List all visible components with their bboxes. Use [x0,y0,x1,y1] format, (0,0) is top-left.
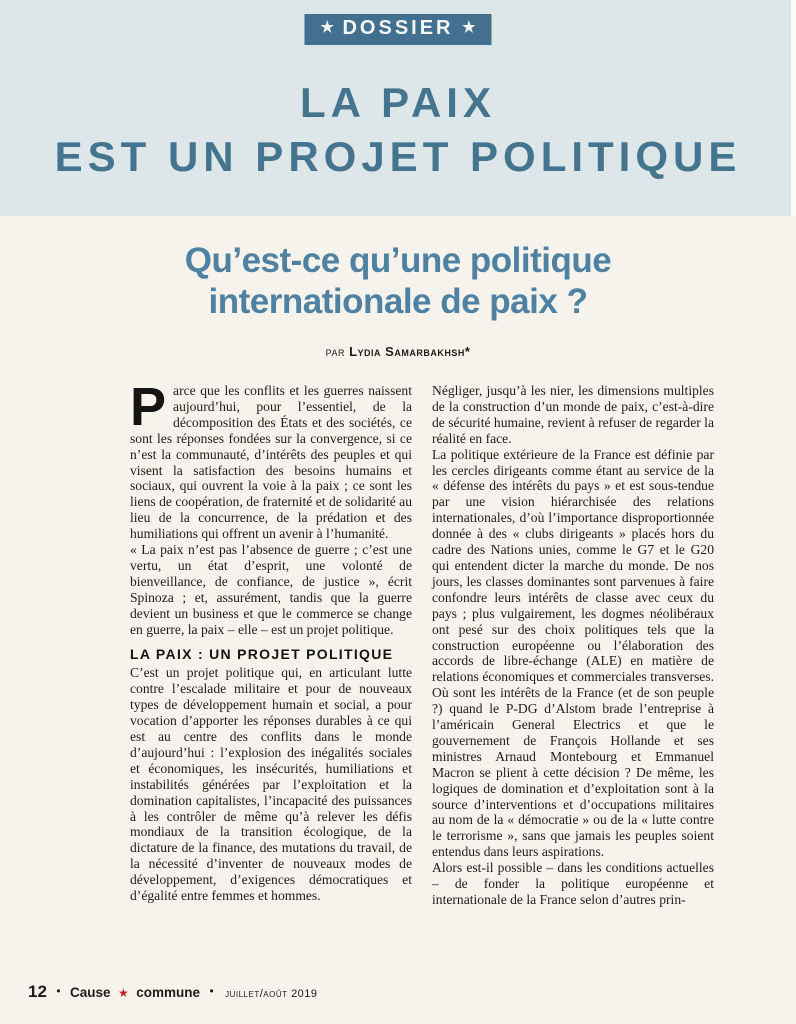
paragraph: C’est un projet politique qui, en articulant lutte contre l’escalade militaire et pour de nouveaux types de développement humain et social, a pour vocation d’apporter les réponses durables à ce qui est au centre des conflits dans le monde d’aujourd’hui : l’explosion des inégalités sociales et économiques, les insécurités, humiliations et instabilités générées par l’exploitation et la domination capitalistes, l’incapacité des puissances à les contrôler de même qu’à relever les défis mondiaux de la transition écologique, de la dictature de la finance, des mutations du travail, de la nécessité d’inventer de nouveaux modes de développement, d’exigences démocratiques et d’égalité entre femmes et hommes. [130,665,412,904]
banner-label: DOSSIER [342,17,454,39]
dossier-banner [304,14,491,45]
byline [0,344,796,359]
article-title-line2: EST UN PROJET POLITIQUE [54,133,742,180]
byline-prefix: par [325,344,345,359]
footer-separator: • [56,984,61,998]
article-body [130,377,714,908]
star-icon: ★ [462,19,476,36]
article-title-line1: LA PAIX [299,79,496,126]
drop-cap: P [130,377,167,437]
star-icon: ★ [320,19,334,36]
footer-separator: • [209,984,214,998]
paragraph: Négliger, jusqu’à les nier, les dimensions multiples de la construction d’un monde de paix, c’est-à-dire de sécurité humaine, revient à refuser de regarder la réalité en face. [432,383,714,446]
left-column [130,377,412,908]
paragraph: « La paix n’est pas l’absence de guerre ; c’est une vertu, un état d’esprit, une volonté de bienveillance, de confiance, de justice », écrit Spinoza ; et, assurément, tandis que la guerre devient un business et que le commerce se change en guerre, la paix – elle – est un projet politique. [130,542,412,637]
page-number: 12 [28,982,47,1001]
issue-date: juillet/août 2019 [225,988,318,1000]
paragraph: La politique extérieure de la France est définie par les cercles dirigeants comme étant au service de la « défense des intérêts du pays » et est sous-tendue par une vision hiérarchisée des relations internationales, d’où l’importance disproportionnée donnée à des « clubs dirigeants » placés hors du cadre des Nations unies, comme le G7 et le G20 qui entendent dicter la marche du monde. De nos jours, les classes dominantes sont parvenues à faire confondre leurs intérêts de classe avec ceux du pays ; plus vulgairement, les dogmes néolibéraux ont pesé sur des choix politiques tels que la construction européenne ou l’élaboration des accords de libre-échange (ALE) en matière de relations économiques et commerciales transverses. Où sont les intérêts de la France (et de son peuple ?) quand le P-DG d’Alstom brade l’entreprise à l’américain General Electrics et que le gouvernement de François Hollande et ses ministres Arnaud Montebourg et Emmanuel Macron se plient à cette décision ? De même, les logiques de domination et d’exploitation sont à la source d’interventions et d’occupations militaires au nom de la « démocratie » ou de la « lutte contre le terrorisme », sans que jamais les peuples soient entendus dans leurs aspirations. [432,446,714,860]
paragraph-text: arce que les conflits et les guerres naissent aujourd’hui, pour l’essentiel, de la décomposition des États et des sociétés, ce sont les réponses fondées sur la convergence, si ce n’est la communauté, d’intérêts des peuples et qui visent la satisfaction des besoins humains et sociaux, qui ouvrent la voie à la paix ; ce sont les liens de coopération, de fraternité et de solidarité au lieu de la concurrence, de la prédation et des humiliations qui offrent un avenir à l’humanité. [130,383,412,542]
magazine-name-part1: Cause [70,985,111,1000]
magazine-name-part2: commune [136,985,200,1000]
paragraph: Alors est-il possible – dans les conditions actuelles – de fonder la politique européenne et internationale de la France selon d’autres prin- [432,860,714,907]
byline-author: Lydia Samarbakhsh* [349,344,471,359]
paragraph [130,377,412,542]
article-subtitle: Qu’est-ce qu’une politique internationale de paix ? [184,241,612,321]
star-icon: ★ [118,986,129,1000]
right-column [432,383,714,908]
section-heading: LA PAIX : UN PROJET POLITIQUE [130,645,394,662]
page-footer [28,982,318,1002]
article-title [0,76,796,184]
